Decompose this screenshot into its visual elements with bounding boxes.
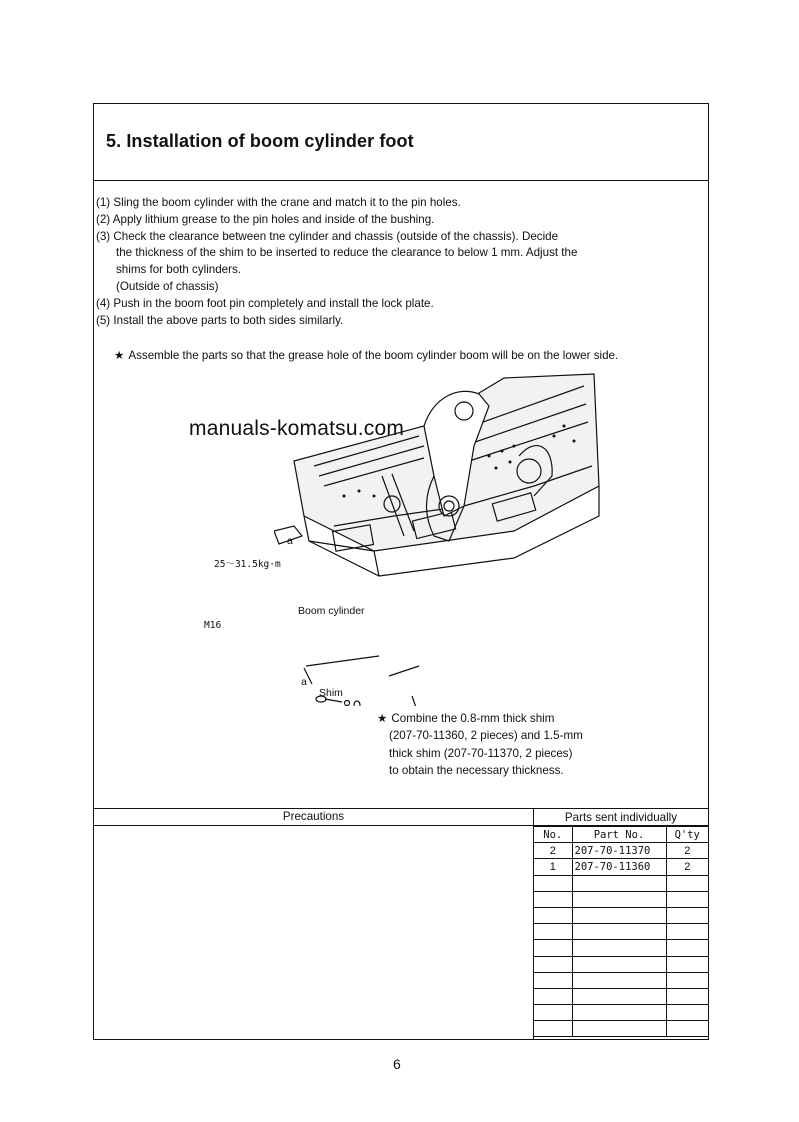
table-row (534, 875, 708, 891)
watermark: manuals-komatsu.com (189, 417, 405, 440)
bottom-tables (94, 808, 708, 1039)
shim-label: Shim (319, 687, 343, 699)
precautions-body (94, 826, 534, 1040)
page-number: 6 (393, 1056, 401, 1072)
table-header-row: No. Part No. Q'ty (534, 827, 708, 843)
table-row: 2 207-70-11370 2 (534, 843, 708, 859)
table-row (534, 956, 708, 972)
table-row (534, 924, 708, 940)
star-icon: ★ (114, 349, 125, 362)
label-a-bottom: a (301, 676, 307, 688)
step-item: (3) Check the clearance between tne cylinder and chassis (outside of the chassis). Decide the thickness of the shim to be inserted to reduce the clearance to below 1 mm. Adjust the shims for both cylinders. (Outside of chassis) (96, 229, 578, 293)
table-row: 1 207-70-11360 2 (534, 859, 708, 875)
table-row (534, 907, 708, 923)
table-row (534, 1021, 708, 1037)
star-icon: ★ (377, 712, 388, 725)
step-item: (1) Sling the boom cylinder with the crane and match it to the pin holes. (96, 196, 461, 209)
table-row (534, 972, 708, 988)
shim-note: ★ Combine the 0.8-mm thick shim (207-70-11360, 2 pieces) and 1.5-mm thick shim (207-70-11370, 2 pieces) to obtain the necessary thickness. (377, 712, 583, 777)
procedure-steps (96, 195, 706, 329)
step-item: (2) Apply lithium grease to the pin holes and inside of the bushing. (96, 212, 435, 226)
table-row (534, 891, 708, 907)
section-title: 5. Installation of boom cylinder foot (106, 131, 414, 151)
label-a-top: a (287, 535, 293, 547)
step-item: (4) Push in the boom foot pin completely and install the lock plate. (96, 296, 434, 310)
table-row (534, 940, 708, 956)
parts-header: Parts sent individually (534, 809, 708, 826)
boom-cylinder-label: Boom cylinder (298, 605, 365, 617)
page-frame (93, 103, 709, 1040)
bolt-size-label: M16 (204, 620, 222, 631)
precautions-header: Precautions (94, 809, 534, 826)
parts-table (534, 826, 708, 1037)
step-item: (5) Install the above parts to both sides similarly. (96, 313, 344, 327)
title-bar (94, 104, 708, 181)
torque-label: 25～31.5kg·m (214, 559, 281, 570)
table-row (534, 988, 708, 1004)
table-row (534, 1005, 708, 1021)
grease-hole-note: ★ Assemble the parts so that the grease hole of the boom cylinder boom will be on the lower side. (114, 349, 619, 362)
